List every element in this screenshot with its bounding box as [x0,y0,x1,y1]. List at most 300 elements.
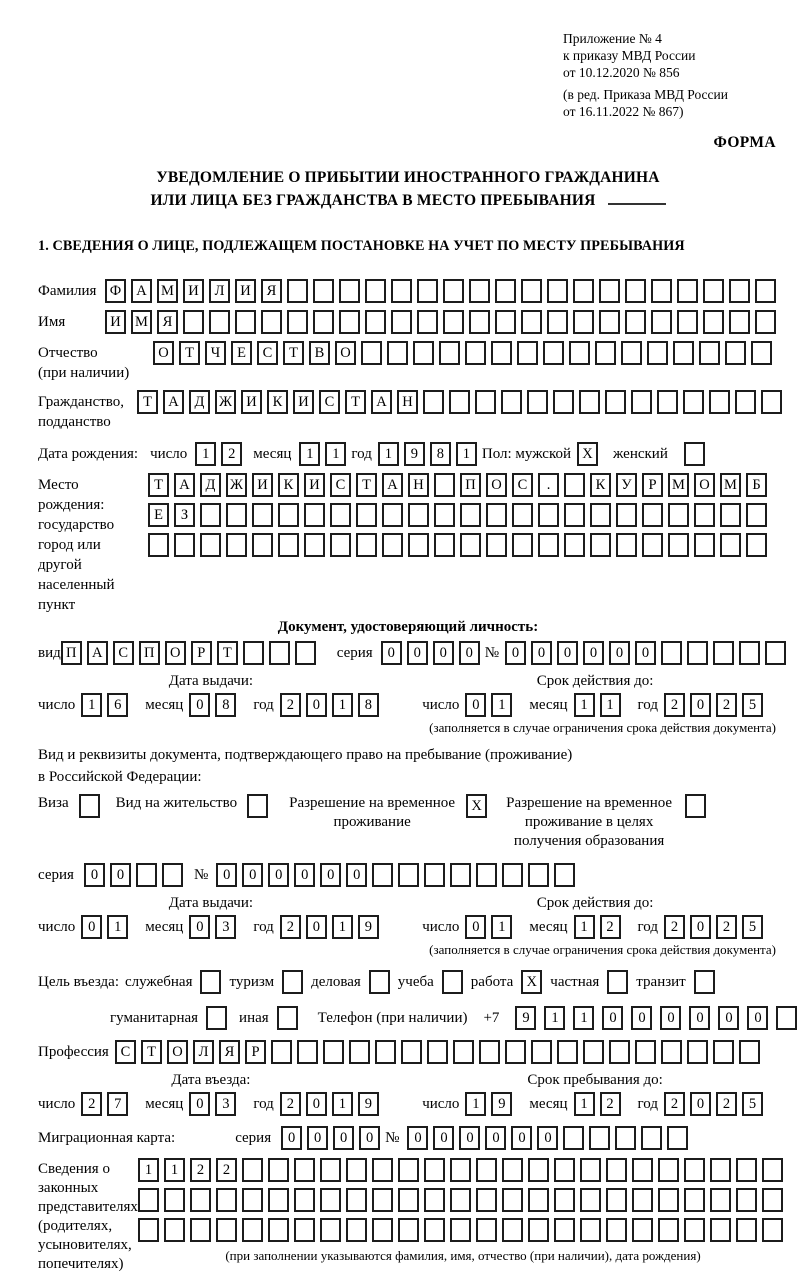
char-cell[interactable] [252,503,273,527]
residence-permit-checkbox[interactable] [247,794,268,818]
char-cell[interactable]: С [319,390,340,414]
char-cell[interactable]: 0 [307,1126,328,1150]
char-cell[interactable] [709,390,730,414]
permit-issue-year-boxes[interactable] [280,915,384,939]
char-cell[interactable]: Т [141,1040,162,1064]
char-cell[interactable] [479,1040,500,1064]
char-cell[interactable] [261,310,282,334]
char-cell[interactable] [736,1188,757,1212]
char-cell[interactable] [684,1188,705,1212]
char-cell[interactable] [677,279,698,303]
char-cell[interactable] [641,1126,662,1150]
char-cell[interactable]: О [167,1040,188,1064]
char-cell[interactable]: 2 [216,1158,237,1182]
char-cell[interactable]: С [113,641,134,665]
char-cell[interactable]: М [131,310,152,334]
char-cell[interactable]: 1 [81,693,102,717]
char-cell[interactable] [642,503,663,527]
char-cell[interactable]: 5 [742,693,763,717]
char-cell[interactable] [720,533,741,557]
representatives-row2[interactable] [138,1188,788,1212]
char-cell[interactable]: Р [245,1040,266,1064]
char-cell[interactable] [677,310,698,334]
char-cell[interactable] [590,533,611,557]
char-cell[interactable] [657,390,678,414]
char-cell[interactable] [469,310,490,334]
char-cell[interactable] [434,533,455,557]
char-cell[interactable] [658,1158,679,1182]
char-cell[interactable]: В [309,341,330,365]
char-cell[interactable] [668,503,689,527]
profession-boxes[interactable] [115,1040,765,1064]
char-cell[interactable] [320,1158,341,1182]
stay-day-boxes[interactable] [465,1092,517,1116]
char-cell[interactable] [439,341,460,365]
char-cell[interactable]: Т [137,390,158,414]
char-cell[interactable]: С [115,1040,136,1064]
char-cell[interactable] [339,279,360,303]
char-cell[interactable]: 2 [664,693,685,717]
char-cell[interactable] [278,503,299,527]
char-cell[interactable] [554,1158,575,1182]
char-cell[interactable]: 8 [215,693,236,717]
char-cell[interactable] [684,1218,705,1242]
expiry-day-boxes[interactable] [465,693,517,717]
char-cell[interactable] [460,503,481,527]
entry-month-boxes[interactable] [189,1092,241,1116]
char-cell[interactable]: С [512,473,533,497]
char-cell[interactable] [495,279,516,303]
representatives-row1[interactable] [138,1158,788,1182]
char-cell[interactable] [475,390,496,414]
birth-place-row2[interactable] [148,503,772,527]
char-cell[interactable] [755,310,776,334]
char-cell[interactable] [713,1040,734,1064]
char-cell[interactable] [647,341,668,365]
char-cell[interactable] [164,1218,185,1242]
purpose-official-checkbox[interactable] [200,970,221,994]
char-cell[interactable] [621,341,642,365]
char-cell[interactable]: П [139,641,160,665]
char-cell[interactable] [599,310,620,334]
char-cell[interactable] [661,641,682,665]
char-cell[interactable] [502,1158,523,1182]
char-cell[interactable] [554,863,575,887]
purpose-work-checkbox[interactable]: X [521,970,542,994]
char-cell[interactable]: 0 [381,641,402,665]
stay-year-boxes[interactable] [664,1092,768,1116]
char-cell[interactable] [609,1040,630,1064]
char-cell[interactable] [651,279,672,303]
permit-expiry-month-boxes[interactable] [574,915,626,939]
char-cell[interactable] [512,533,533,557]
char-cell[interactable] [699,341,720,365]
char-cell[interactable]: 2 [221,442,242,466]
char-cell[interactable]: 5 [742,915,763,939]
char-cell[interactable] [278,533,299,557]
char-cell[interactable] [287,279,308,303]
char-cell[interactable]: 0 [242,863,263,887]
char-cell[interactable]: Е [148,503,169,527]
char-cell[interactable]: А [382,473,403,497]
char-cell[interactable] [569,341,590,365]
char-cell[interactable] [616,533,637,557]
char-cell[interactable] [538,503,559,527]
char-cell[interactable]: 1 [332,1092,353,1116]
char-cell[interactable] [453,1040,474,1064]
char-cell[interactable]: Т [148,473,169,497]
char-cell[interactable]: 0 [747,1006,768,1030]
char-cell[interactable] [755,279,776,303]
char-cell[interactable]: 1 [456,442,477,466]
char-cell[interactable]: 0 [465,915,486,939]
char-cell[interactable] [651,310,672,334]
char-cell[interactable] [294,1188,315,1212]
char-cell[interactable] [589,1126,610,1150]
char-cell[interactable] [361,341,382,365]
char-cell[interactable]: Ч [205,341,226,365]
char-cell[interactable] [460,533,481,557]
char-cell[interactable] [746,503,767,527]
char-cell[interactable]: Т [356,473,377,497]
char-cell[interactable] [346,1218,367,1242]
char-cell[interactable]: Т [345,390,366,414]
char-cell[interactable] [564,473,585,497]
char-cell[interactable]: О [335,341,356,365]
char-cell[interactable]: 1 [332,693,353,717]
char-cell[interactable] [242,1218,263,1242]
char-cell[interactable]: 0 [189,915,210,939]
char-cell[interactable] [190,1188,211,1212]
char-cell[interactable]: 0 [320,863,341,887]
permit-expiry-year-boxes[interactable] [664,915,768,939]
char-cell[interactable] [547,310,568,334]
char-cell[interactable]: 8 [358,693,379,717]
char-cell[interactable] [527,390,548,414]
char-cell[interactable] [725,341,746,365]
char-cell[interactable] [554,1188,575,1212]
char-cell[interactable] [320,1188,341,1212]
char-cell[interactable] [268,1188,289,1212]
char-cell[interactable]: 0 [346,863,367,887]
char-cell[interactable] [294,1158,315,1182]
char-cell[interactable] [330,533,351,557]
char-cell[interactable] [635,1040,656,1064]
char-cell[interactable] [136,863,157,887]
char-cell[interactable]: 1 [600,693,621,717]
char-cell[interactable]: О [486,473,507,497]
char-cell[interactable]: И [105,310,126,334]
char-cell[interactable] [486,533,507,557]
char-cell[interactable]: 0 [485,1126,506,1150]
char-cell[interactable] [703,279,724,303]
char-cell[interactable] [736,1218,757,1242]
char-cell[interactable] [528,1158,549,1182]
char-cell[interactable]: 0 [459,641,480,665]
char-cell[interactable]: 2 [716,693,737,717]
char-cell[interactable] [495,310,516,334]
char-cell[interactable] [346,1158,367,1182]
char-cell[interactable] [661,1040,682,1064]
char-cell[interactable]: И [235,279,256,303]
char-cell[interactable]: 0 [557,641,578,665]
char-cell[interactable] [242,1188,263,1212]
temp-residence-education-checkbox[interactable] [685,794,706,818]
stay-month-boxes[interactable] [574,1092,626,1116]
char-cell[interactable] [372,1158,393,1182]
char-cell[interactable] [762,1158,783,1182]
char-cell[interactable]: О [694,473,715,497]
purpose-other-checkbox[interactable] [277,1006,298,1030]
char-cell[interactable] [684,442,705,466]
purpose-tourism-checkbox[interactable] [282,970,303,994]
char-cell[interactable] [391,279,412,303]
char-cell[interactable]: 0 [189,1092,210,1116]
char-cell[interactable]: 3 [215,915,236,939]
char-cell[interactable]: 0 [690,1092,711,1116]
char-cell[interactable]: 0 [531,641,552,665]
char-cell[interactable] [543,341,564,365]
char-cell[interactable] [346,1188,367,1212]
char-cell[interactable] [528,1188,549,1212]
char-cell[interactable]: 3 [215,1092,236,1116]
char-cell[interactable]: 7 [107,1092,128,1116]
char-cell[interactable]: 0 [281,1126,302,1150]
char-cell[interactable] [736,1158,757,1182]
char-cell[interactable] [580,1188,601,1212]
char-cell[interactable] [528,863,549,887]
char-cell[interactable] [502,1218,523,1242]
char-cell[interactable] [138,1188,159,1212]
char-cell[interactable]: О [153,341,174,365]
char-cell[interactable]: 0 [465,693,486,717]
char-cell[interactable] [491,341,512,365]
char-cell[interactable] [417,279,438,303]
char-cell[interactable] [190,1218,211,1242]
char-cell[interactable]: 2 [280,1092,301,1116]
char-cell[interactable]: 0 [660,1006,681,1030]
char-cell[interactable]: З [174,503,195,527]
char-cell[interactable]: Р [642,473,663,497]
char-cell[interactable]: Н [397,390,418,414]
char-cell[interactable]: 0 [84,863,105,887]
char-cell[interactable] [287,310,308,334]
char-cell[interactable] [235,310,256,334]
char-cell[interactable] [729,279,750,303]
char-cell[interactable] [148,533,169,557]
char-cell[interactable]: О [165,641,186,665]
char-cell[interactable]: Д [200,473,221,497]
char-cell[interactable]: Ж [226,473,247,497]
char-cell[interactable]: 0 [602,1006,623,1030]
char-cell[interactable] [391,310,412,334]
char-cell[interactable] [417,310,438,334]
char-cell[interactable] [751,341,772,365]
char-cell[interactable] [434,503,455,527]
char-cell[interactable] [631,390,652,414]
char-cell[interactable] [252,533,273,557]
char-cell[interactable] [729,310,750,334]
char-cell[interactable] [739,641,760,665]
char-cell[interactable] [501,390,522,414]
char-cell[interactable]: 2 [81,1092,102,1116]
char-cell[interactable]: 0 [306,693,327,717]
char-cell[interactable]: 0 [583,641,604,665]
issue-year-boxes[interactable] [280,693,384,717]
char-cell[interactable]: 0 [690,693,711,717]
birth-month-boxes[interactable] [299,442,351,466]
char-cell[interactable] [632,1158,653,1182]
char-cell[interactable]: К [267,390,288,414]
char-cell[interactable]: 0 [433,641,454,665]
char-cell[interactable]: 0 [537,1126,558,1150]
char-cell[interactable]: 0 [333,1126,354,1150]
birth-place-row1[interactable] [148,473,772,497]
expiry-year-boxes[interactable] [664,693,768,717]
char-cell[interactable]: 1 [544,1006,565,1030]
char-cell[interactable] [424,1158,445,1182]
migration-number-boxes[interactable] [407,1126,693,1150]
char-cell[interactable]: К [278,473,299,497]
char-cell[interactable] [313,310,334,334]
char-cell[interactable]: 8 [430,442,451,466]
char-cell[interactable] [295,641,316,665]
birth-year-boxes[interactable] [378,442,482,466]
char-cell[interactable] [573,310,594,334]
char-cell[interactable] [573,279,594,303]
char-cell[interactable] [413,341,434,365]
char-cell[interactable] [625,279,646,303]
char-cell[interactable]: А [87,641,108,665]
purpose-transit-checkbox[interactable] [694,970,715,994]
char-cell[interactable]: Т [217,641,238,665]
char-cell[interactable] [683,390,704,414]
purpose-business-checkbox[interactable] [369,970,390,994]
char-cell[interactable]: 0 [407,641,428,665]
char-cell[interactable] [595,341,616,365]
char-cell[interactable] [424,863,445,887]
char-cell[interactable]: 2 [600,915,621,939]
char-cell[interactable] [553,390,574,414]
char-cell[interactable] [486,503,507,527]
char-cell[interactable] [762,1218,783,1242]
char-cell[interactable] [687,641,708,665]
char-cell[interactable] [694,533,715,557]
char-cell[interactable]: 1 [332,915,353,939]
char-cell[interactable]: 1 [465,1092,486,1116]
char-cell[interactable]: 0 [189,693,210,717]
char-cell[interactable]: 1 [574,1092,595,1116]
char-cell[interactable]: 9 [358,1092,379,1116]
permit-issue-month-boxes[interactable] [189,915,241,939]
char-cell[interactable]: Р [191,641,212,665]
char-cell[interactable]: 0 [459,1126,480,1150]
surname-boxes[interactable] [105,279,781,303]
char-cell[interactable]: 0 [609,641,630,665]
char-cell[interactable]: И [241,390,262,414]
char-cell[interactable] [424,1218,445,1242]
char-cell[interactable] [590,503,611,527]
char-cell[interactable]: А [163,390,184,414]
char-cell[interactable]: 1 [107,915,128,939]
char-cell[interactable] [164,1188,185,1212]
char-cell[interactable] [606,1218,627,1242]
char-cell[interactable] [615,1126,636,1150]
char-cell[interactable] [658,1188,679,1212]
char-cell[interactable] [372,863,393,887]
char-cell[interactable] [776,1006,797,1030]
sex-male-checkbox[interactable] [577,442,603,466]
char-cell[interactable] [746,533,767,557]
char-cell[interactable] [703,310,724,334]
char-cell[interactable] [521,310,542,334]
char-cell[interactable]: И [293,390,314,414]
char-cell[interactable] [528,1218,549,1242]
char-cell[interactable] [517,341,538,365]
char-cell[interactable] [687,1040,708,1064]
char-cell[interactable] [372,1188,393,1212]
char-cell[interactable]: П [61,641,82,665]
char-cell[interactable] [174,533,195,557]
char-cell[interactable] [294,1218,315,1242]
char-cell[interactable] [521,279,542,303]
char-cell[interactable] [450,1218,471,1242]
char-cell[interactable] [450,1188,471,1212]
char-cell[interactable] [398,1188,419,1212]
char-cell[interactable] [765,641,786,665]
char-cell[interactable] [200,503,221,527]
char-cell[interactable]: М [157,279,178,303]
char-cell[interactable] [512,503,533,527]
char-cell[interactable] [382,533,403,557]
char-cell[interactable]: И [252,473,273,497]
char-cell[interactable] [162,863,183,887]
char-cell[interactable] [408,503,429,527]
doc-number-boxes[interactable] [505,641,791,665]
char-cell[interactable] [268,1158,289,1182]
char-cell[interactable]: . [538,473,559,497]
char-cell[interactable]: 2 [664,1092,685,1116]
char-cell[interactable] [401,1040,422,1064]
char-cell[interactable] [216,1218,237,1242]
char-cell[interactable]: Б [746,473,767,497]
char-cell[interactable]: Н [408,473,429,497]
phone-boxes[interactable] [507,1006,797,1030]
char-cell[interactable] [424,1188,445,1212]
char-cell[interactable]: М [668,473,689,497]
representatives-row3[interactable] [138,1218,788,1242]
char-cell[interactable]: 1 [378,442,399,466]
char-cell[interactable] [200,533,221,557]
char-cell[interactable] [434,473,455,497]
char-cell[interactable] [735,390,756,414]
char-cell[interactable] [450,863,471,887]
visa-checkbox[interactable] [79,794,100,818]
char-cell[interactable] [710,1218,731,1242]
char-cell[interactable] [476,863,497,887]
char-cell[interactable]: Т [283,341,304,365]
char-cell[interactable]: 0 [359,1126,380,1150]
char-cell[interactable]: 0 [268,863,289,887]
birth-place-row3[interactable] [148,533,772,557]
given-name-boxes[interactable] [105,310,781,334]
char-cell[interactable]: 0 [294,863,315,887]
char-cell[interactable] [271,1040,292,1064]
char-cell[interactable]: 1 [573,1006,594,1030]
char-cell[interactable]: 9 [404,442,425,466]
char-cell[interactable]: 9 [491,1092,512,1116]
char-cell[interactable]: 1 [491,915,512,939]
